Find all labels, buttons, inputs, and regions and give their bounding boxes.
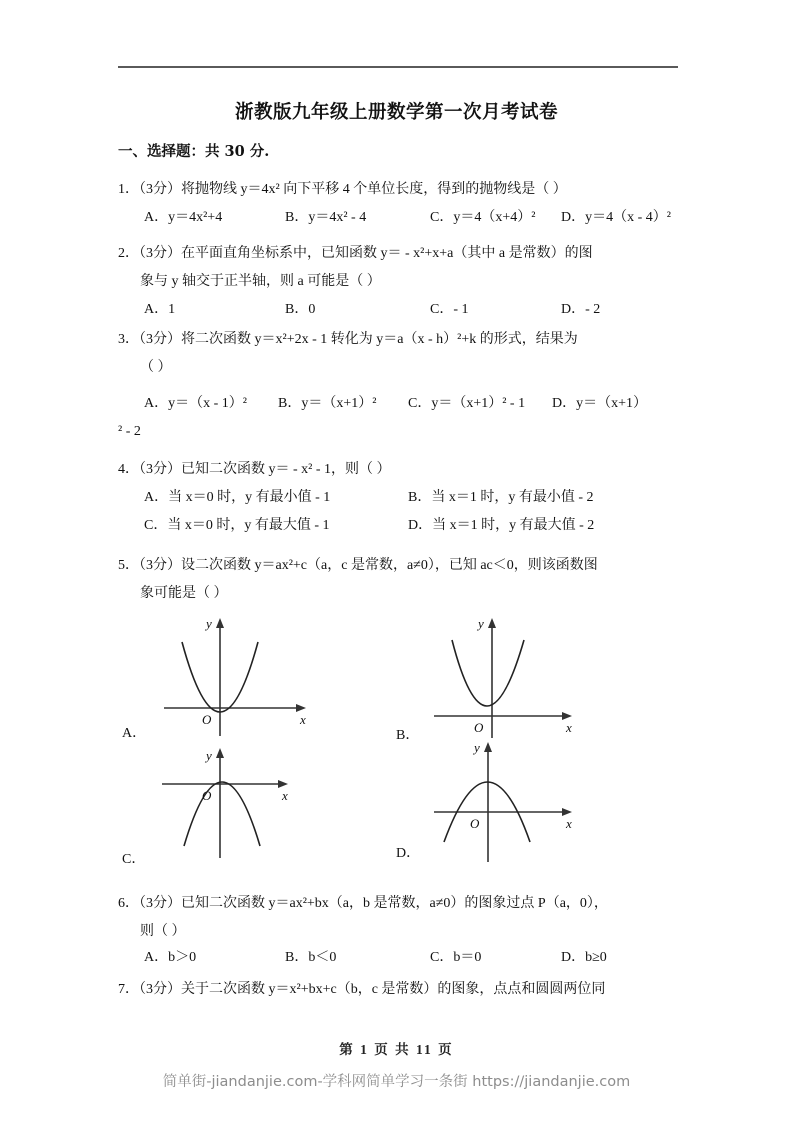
q1-option-b[interactable]: B．y＝4x² - 4 <box>285 210 367 225</box>
q3-option-d[interactable]: D．y＝（x+1） <box>552 396 648 411</box>
svg-text:x: x <box>566 720 572 735</box>
question-5-figures <box>118 612 680 872</box>
figure-c-label: C． <box>122 852 146 867</box>
q2-option-b[interactable]: B．0 <box>285 302 316 317</box>
question-4-stem <box>118 456 680 484</box>
q3-option-d-wrap: ² - 2 <box>118 424 141 439</box>
question-6-stem-line-1: 6．（3分）已知二次函数 y＝ax²+bx（a，b 是常数，a≠0）的图象过点 P（a，0）， <box>118 896 608 911</box>
svg-text:O: O <box>202 788 212 803</box>
question-6-stem <box>118 890 680 946</box>
question-3-stem-line-1: 3．（3分）将二次函数 y＝x²+2x - 1 转化为 y＝a（x - h）²+k 的形式，结果为 <box>118 332 578 347</box>
q1-option-d[interactable]: D．y＝4（x - 4）² <box>561 210 671 225</box>
question-4-stem-line-1: 4．（3分）已知二次函数 y＝ - x² - 1，则（ ） <box>118 462 391 477</box>
q1-option-c[interactable]: C．y＝4（x+4）² <box>430 210 536 225</box>
figure-d-graph <box>430 738 600 868</box>
option-row <box>118 204 680 232</box>
page-title: 浙教版九年级上册数学第一次月考试卷 <box>234 102 558 123</box>
svg-text:x: x <box>282 788 288 803</box>
q6-option-c[interactable]: C．b＝0 <box>430 950 482 965</box>
q2-option-c[interactable]: C．- 1 <box>430 302 469 317</box>
svg-text:y: y <box>206 748 212 763</box>
figure-option-d <box>396 738 600 868</box>
question-1-stem <box>118 176 680 204</box>
q1-option-a[interactable]: A．y＝4x²+4 <box>144 210 223 225</box>
svg-text:x: x <box>566 816 572 831</box>
figure-option-b <box>396 612 590 743</box>
site-watermark: 简单街-jiandanjie.com-学科网简单学习一条街 https://jiandanjie.com <box>162 1074 631 1090</box>
option-row-wrap <box>118 418 680 446</box>
question-5-stem <box>118 552 680 608</box>
figure-b-graph <box>430 612 590 742</box>
page-indicator: 第 1 页 共 11 页 <box>339 1042 454 1057</box>
q6-option-b[interactable]: B．b＜0 <box>285 950 337 965</box>
question-2-stem-line-1: 2．（3分）在平面直角坐标系中，已知函数 y＝ - x²+x+a（其中 a 是常数）的图 <box>118 246 593 261</box>
question-1-stem-line-1: 1．（3分）将抛物线 y＝4x² 向下平移 4 个单位长度，得到的抛物线是（ ） <box>118 182 567 197</box>
figure-a-label: A． <box>122 726 147 741</box>
svg-text:x: x <box>300 712 306 727</box>
q6-option-a[interactable]: A．b＞0 <box>144 950 197 965</box>
question-5-stem-line-2: 象可能是（ ） <box>140 586 228 601</box>
figure-option-a <box>122 612 314 742</box>
q4-option-a[interactable]: A．当 x＝0 时，y 有最小值 - 1 <box>144 490 331 505</box>
figure-option-c <box>122 748 314 868</box>
q3-option-c[interactable]: C．y＝（x+1）² - 1 <box>408 396 526 411</box>
figure-d-label: D． <box>396 846 421 861</box>
option-row <box>118 944 680 972</box>
svg-text:y: y <box>206 616 212 631</box>
question-2-stem <box>118 240 680 296</box>
question-6-stem-line-2: 则（ ） <box>140 924 186 939</box>
question-3-stem-line-2: （ ） <box>140 360 172 375</box>
question-4-options <box>118 484 680 540</box>
svg-text:O: O <box>202 712 212 727</box>
header-rule <box>118 66 678 68</box>
svg-text:O: O <box>470 816 480 831</box>
figure-a-graph <box>154 612 314 742</box>
svg-text:y: y <box>474 740 480 755</box>
option-row <box>118 390 680 418</box>
q3-option-a[interactable]: A．y＝（x - 1）² <box>144 396 247 411</box>
question-6-options <box>118 944 680 972</box>
question-2-stem-line-2: 象与 y 轴交于正半轴，则 a 可能是（ ） <box>140 274 381 289</box>
option-row <box>118 512 680 540</box>
q4-option-b[interactable]: B．当 x＝1 时，y 有最小值 - 2 <box>408 490 594 505</box>
q2-option-a[interactable]: A．1 <box>144 302 176 317</box>
figure-c-graph <box>154 748 314 868</box>
question-3-stem <box>118 326 680 382</box>
figure-b-label: B． <box>396 728 420 743</box>
question-2-options <box>118 296 680 324</box>
svg-text:O: O <box>474 720 484 735</box>
q2-option-d[interactable]: D．- 2 <box>561 302 601 317</box>
question-3-options <box>118 390 680 446</box>
question-7-stem <box>118 976 680 1004</box>
question-5-stem-line-1: 5．（3分）设二次函数 y＝ax²+c（a，c 是常数，a≠0），已知 ac＜0，则该函数图 <box>118 558 598 573</box>
svg-text:y: y <box>478 616 484 631</box>
q4-option-c[interactable]: C．当 x＝0 时，y 有最大值 - 1 <box>144 518 330 533</box>
q3-option-b[interactable]: B．y＝（x+1）² <box>278 396 377 411</box>
q6-option-d[interactable]: D．b≥0 <box>561 950 607 965</box>
option-row <box>118 484 680 512</box>
question-1-options <box>118 204 680 232</box>
question-7-stem-line-1: 7．（3分）关于二次函数 y＝x²+bx+c（b，c 是常数）的图象，点点和圆圆两位同 <box>118 982 606 997</box>
q4-option-d[interactable]: D．当 x＝1 时，y 有最大值 - 2 <box>408 518 595 533</box>
option-row <box>118 296 680 324</box>
section-heading: 一、选择题：共 30 分. <box>118 143 270 160</box>
